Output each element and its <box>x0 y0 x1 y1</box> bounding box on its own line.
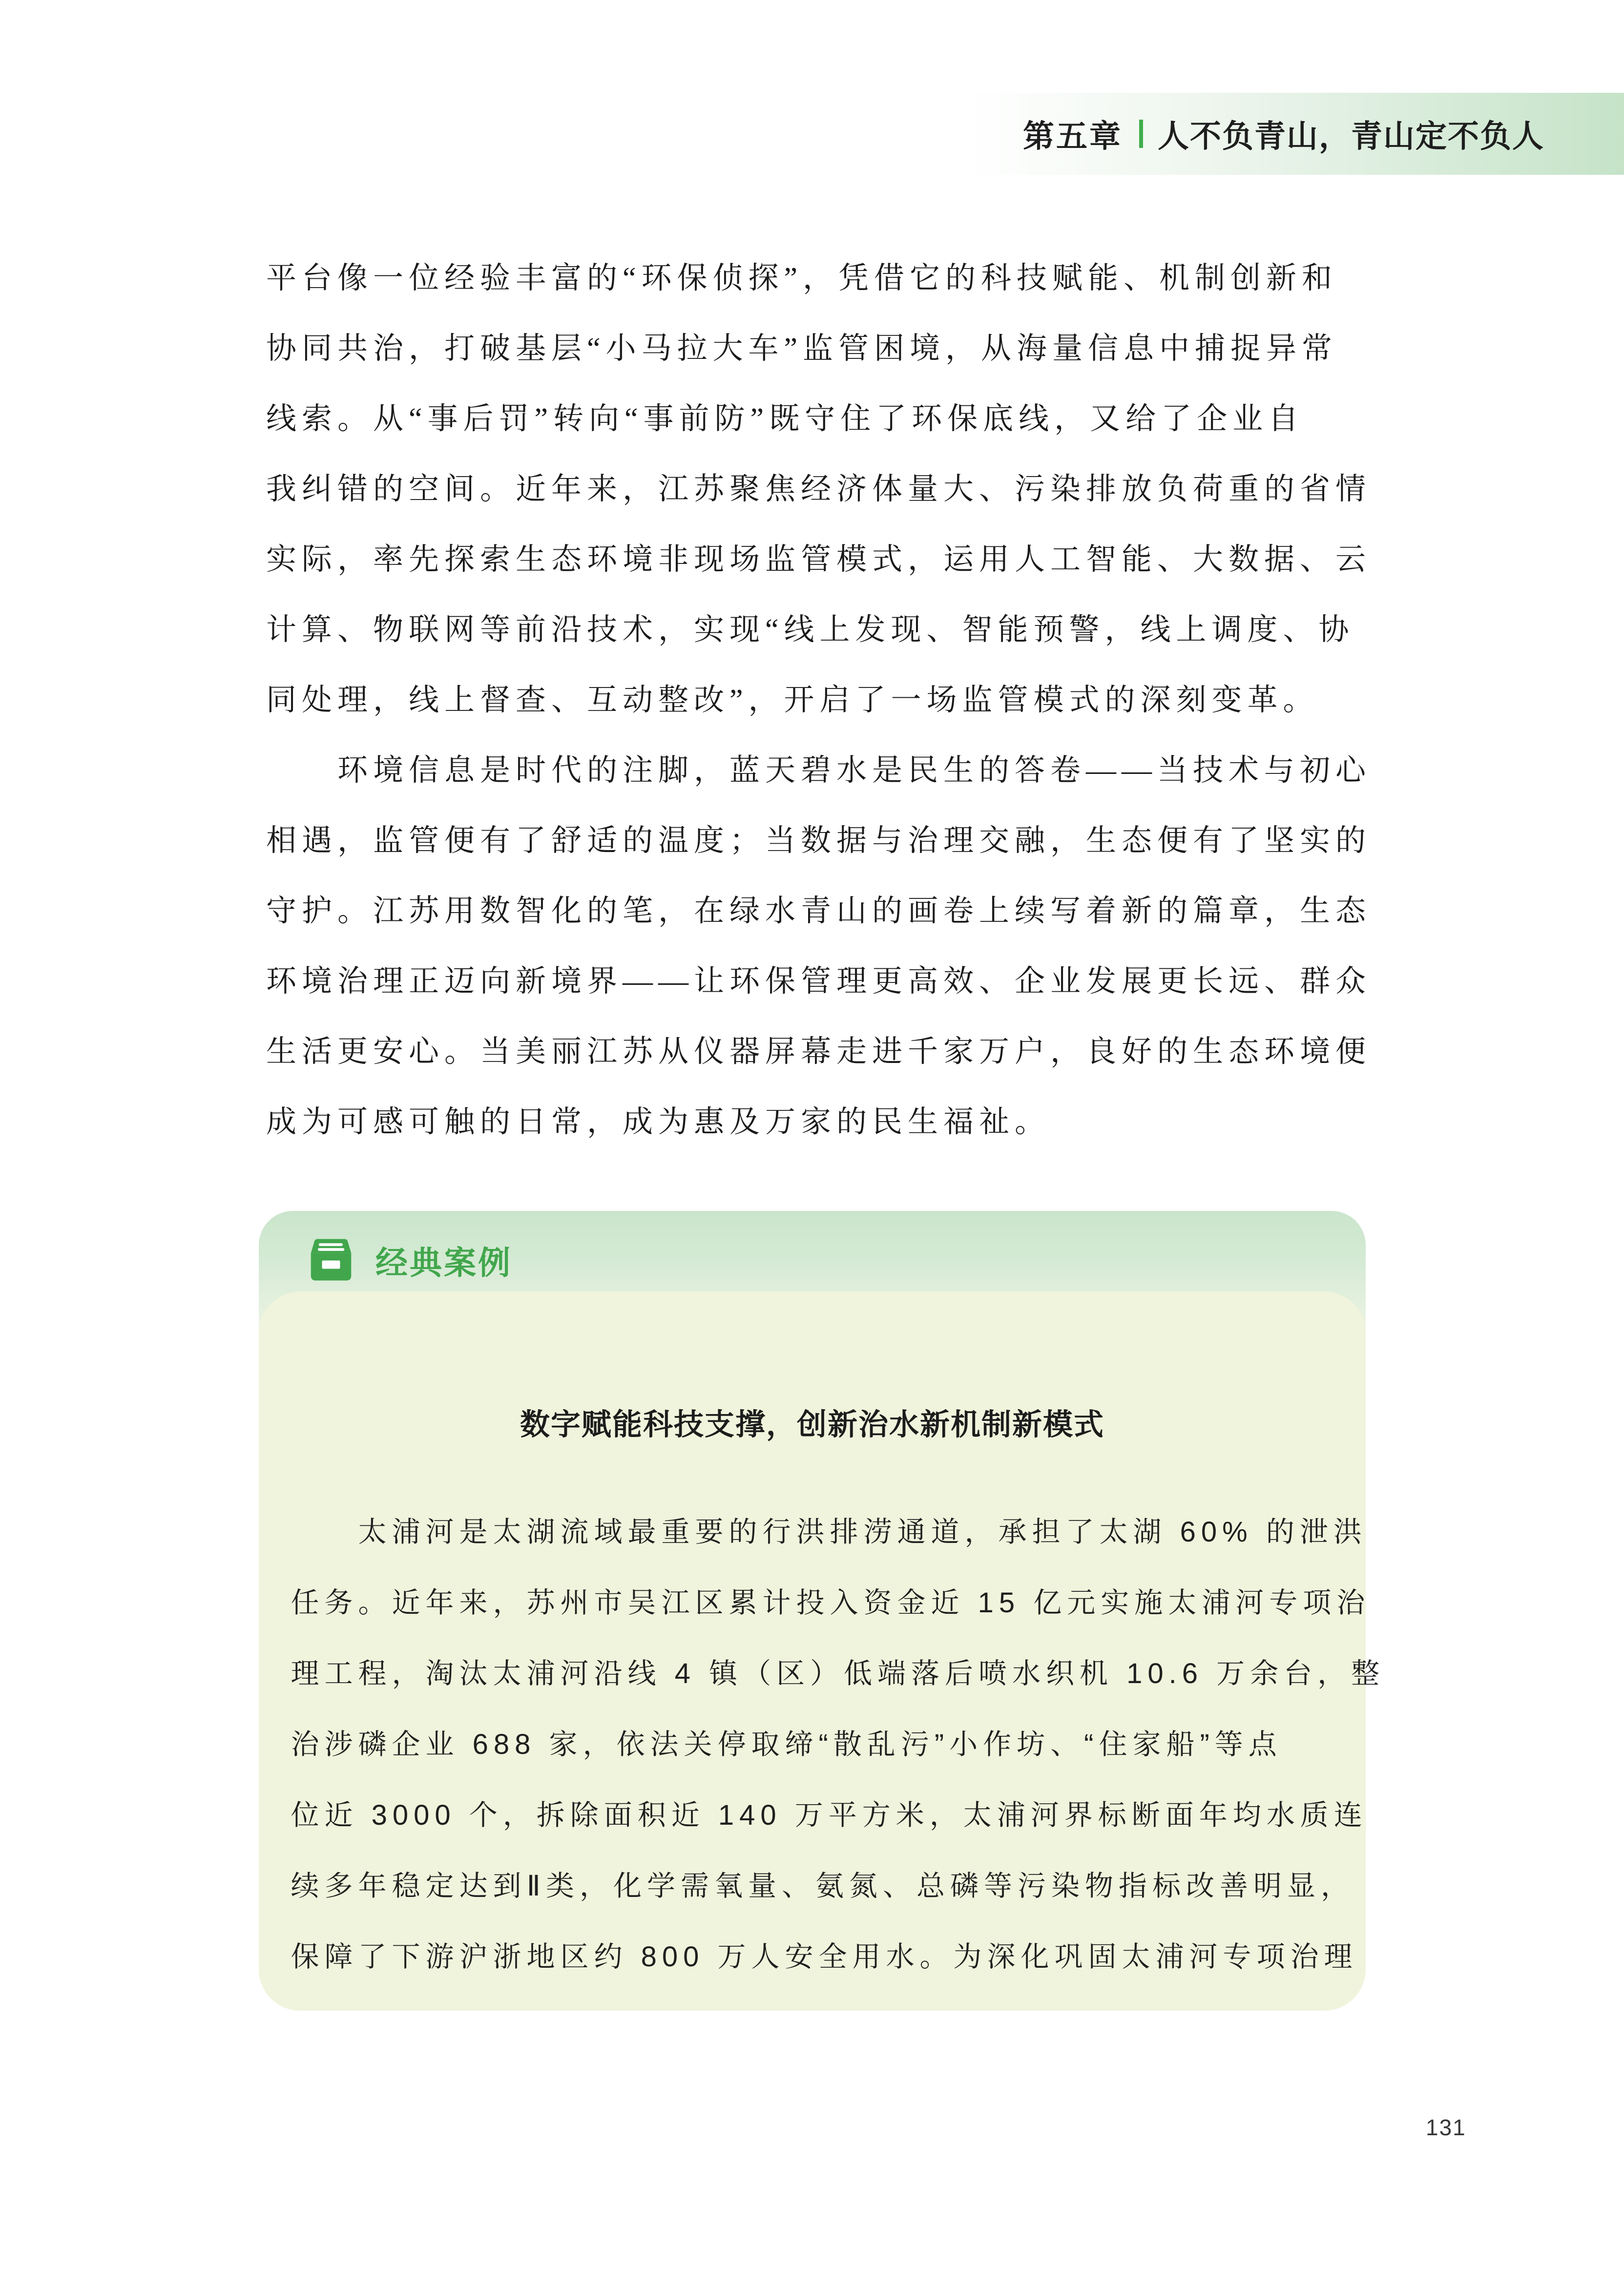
archive-box-icon <box>305 1235 357 1284</box>
chapter-header-band <box>894 93 1624 175</box>
text-line: 任务。近年来，苏州市吴江区累计投入资金近 15 亿元实施太浦河专项治 <box>291 1587 1371 1619</box>
body-text-block <box>266 243 1370 1157</box>
header-divider <box>1139 120 1143 148</box>
text-line: 实际，率先探索生态环境非现场监管模式，运用人工智能、大数据、云 <box>266 543 1372 576</box>
text-line: 相遇，监管便有了舒适的温度；当数据与治理交融，生态便有了坚实的 <box>266 824 1372 857</box>
text-line: 线索。从“事后罚”转向“事前防”既守住了环保底线，又给了企业自 <box>266 402 1304 436</box>
text-line: 生活更安心。当美丽江苏从仪器屏幕走进千家万户，良好的生态环境便 <box>266 1035 1372 1068</box>
text-line: 协同共治，打破基层“小马拉大车”监管困境，从海量信息中捕捉异常 <box>266 332 1338 365</box>
text-line: 成为可感可触的日常，成为惠及万家的民生福祉。 <box>266 1105 1051 1139</box>
text-line: 环境信息是时代的注脚，蓝天碧水是民生的答卷——当技术与初心 <box>266 754 1372 787</box>
case-body <box>291 1497 1385 1992</box>
text-line: 同处理，线上督查、互动整改”，开启了一场监管模式的深刻变革。 <box>266 684 1319 717</box>
text-line: 平台像一位经验丰富的“环保侦探”，凭借它的科技赋能、机制创新和 <box>266 262 1338 295</box>
chapter-title: 人不负青山，青山定不负人 <box>1158 119 1544 154</box>
text-line: 治涉磷企业 688 家，依法关停取缔“散乱污”小作坊、“住家船”等点 <box>291 1729 1282 1760</box>
text-line: 环境治理正迈向新境界——让环保管理更高效、企业发展更长远、群众 <box>266 965 1372 998</box>
text-line: 守护。江苏用数智化的笔，在绿水青山的画卷上续写着新的篇章，生态 <box>266 895 1372 928</box>
page-number: 131 <box>1426 2115 1466 2140</box>
text-line: 续多年稳定达到Ⅱ类，化学需氧量、氨氮、总磷等污染物指标改善明显， <box>291 1870 1355 1902</box>
case-card-label: 经典案例 <box>375 1244 512 1281</box>
case-title: 数字赋能科技支撑，创新治水新机制新模式 <box>520 1408 1104 1441</box>
text-line: 太浦河是太湖流域最重要的行洪排涝通道，承担了太湖 60% 的泄洪 <box>291 1516 1367 1548</box>
paragraph-2 <box>266 735 1370 1157</box>
text-line: 保障了下游沪浙地区约 800 万人安全用水。为深化巩固太浦河专项治理 <box>291 1941 1358 1973</box>
case-label-row <box>305 1235 512 1284</box>
text-line: 理工程，淘汰太浦河沿线 4 镇（区）低端落后喷水织机 10.6 万余台，整 <box>291 1658 1385 1689</box>
chapter-number: 第五章 <box>1023 119 1123 154</box>
text-line: 我纠错的空间。近年来，江苏聚焦经济体量大、污染排放负荷重的省情 <box>266 473 1372 506</box>
paragraph-1 <box>266 243 1370 735</box>
text-line: 位近 3000 个，拆除面积近 140 万平方米，太浦河界标断面年均水质连 <box>291 1799 1368 1831</box>
case-card <box>259 1211 1385 2011</box>
case-card-panel <box>259 1291 1385 2011</box>
text-line: 计算、物联网等前沿技术，实现“线上发现、智能预警，线上调度、协 <box>266 613 1354 646</box>
